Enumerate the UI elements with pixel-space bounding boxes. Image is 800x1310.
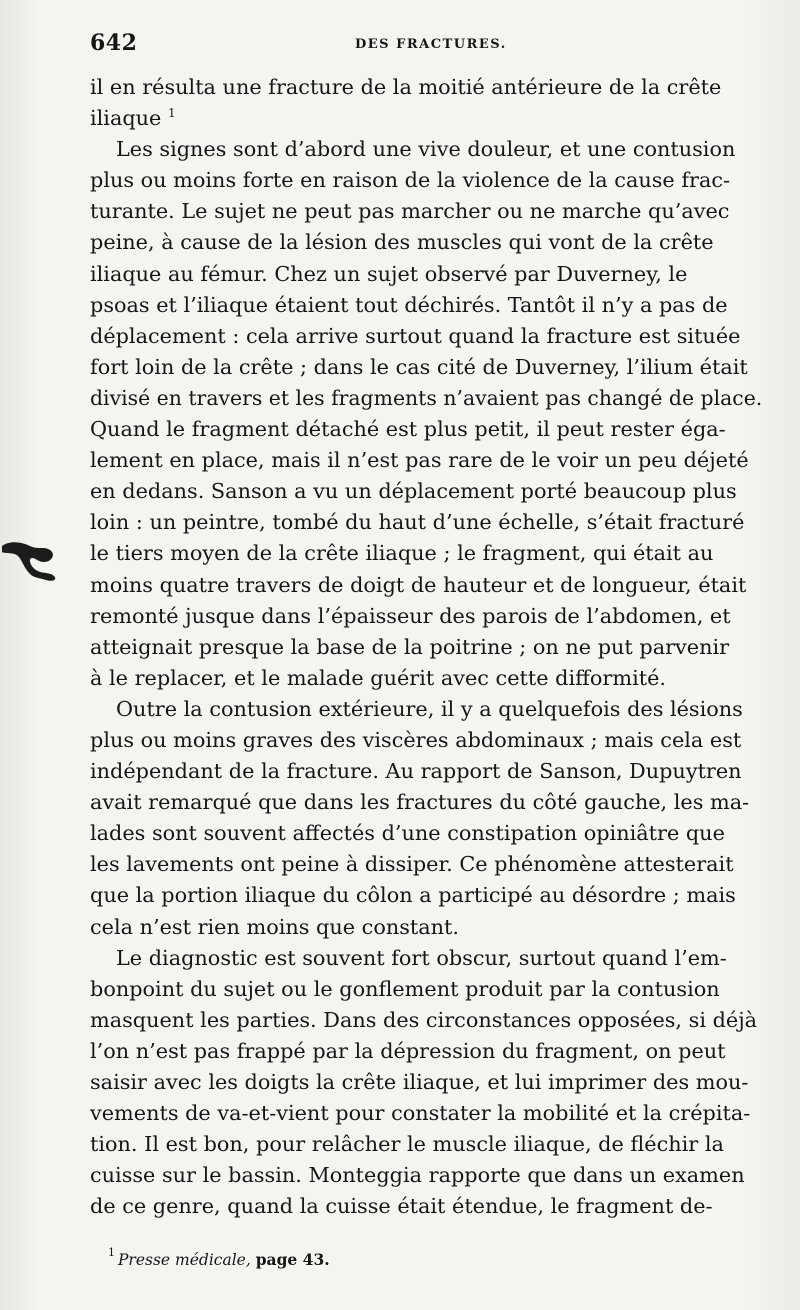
text-line — [90, 538, 762, 569]
text-line-content: iliaque au fémur. Chez un sujet observé par Duverney, le — [90, 261, 688, 286]
text-line — [90, 880, 762, 911]
text-line — [90, 725, 762, 756]
text-line-content: Le diagnostic est souvent fort obscur, surtout quand l’em- — [116, 945, 727, 970]
text-line — [90, 290, 762, 321]
text-line — [90, 445, 762, 476]
text-line — [90, 1036, 762, 1067]
text-line — [90, 1160, 762, 1191]
text-line — [90, 632, 762, 663]
text-line — [90, 912, 762, 943]
text-line-content: lades sont souvent affectés d’une constipation opiniâtre que — [90, 821, 725, 846]
text-line-content: avait remarqué que dans les fractures du côté gauche, les ma- — [90, 790, 750, 815]
text-line — [90, 134, 762, 165]
text-line-content: les lavements ont peine à dissiper. Ce phénomène attesterait — [90, 852, 734, 877]
text-line — [90, 476, 762, 507]
footnote — [108, 1246, 330, 1269]
text-line-content: plus ou moins forte en raison de la violence de la cause frac- — [90, 168, 731, 193]
text-line-content: en dedans. Sanson a vu un déplacement porté beaucoup plus — [90, 479, 737, 504]
text-line-content: divisé en travers et les fragments n’avaient pas changé de place. — [90, 385, 763, 410]
text-line-content: atteignait presque la base de la poitrine ; on ne put parvenir — [90, 634, 730, 659]
ink-stain-mark — [0, 532, 64, 582]
text-line — [90, 974, 762, 1005]
text-line-content: turante. Le sujet ne peut pas marcher ou ne marche qu’avec — [90, 199, 730, 224]
text-line — [90, 1191, 762, 1222]
text-line — [90, 1129, 762, 1160]
text-line-content: remonté jusque dans l’épaisseur des parois de l’abdomen, et — [90, 603, 731, 628]
text-line — [90, 787, 762, 818]
text-line — [90, 1098, 762, 1129]
page-number: 642 — [90, 30, 138, 56]
text-line-content: moins quatre travers de doigt de hauteur et de longueur, était — [90, 572, 747, 597]
text-line — [90, 507, 762, 538]
text-line-content: déplacement : cela arrive surtout quand la fracture est située — [90, 323, 741, 348]
text-line — [90, 414, 762, 445]
text-line — [90, 259, 762, 290]
text-line — [90, 818, 762, 849]
text-line-content: saisir avec les doigts la crête iliaque, et lui imprimer des mou- — [90, 1070, 749, 1094]
text-line — [90, 1005, 762, 1036]
text-line-content: tion. Il est bon, pour relâcher le muscle iliaque, de fléchir la — [90, 1132, 724, 1157]
text-line — [90, 196, 762, 227]
text-line — [90, 352, 762, 383]
footnote-reference: 1 — [168, 106, 176, 121]
text-line — [90, 756, 762, 787]
text-line-content: Les signes sont d’abord une vive douleur, et une contusion — [116, 137, 736, 162]
text-line-content: iliaque — [90, 106, 162, 131]
text-line-content: loin : un peintre, tombé du haut d’une échelle, s’était fracturé — [90, 510, 745, 535]
text-line-content: bonpoint du sujet ou le gonflement produit par la contusion — [90, 976, 720, 1001]
running-head: DES FRACTURES. — [355, 37, 507, 52]
text-line — [90, 383, 763, 414]
footnote-page: page 43. — [255, 1250, 330, 1269]
text-line — [90, 227, 762, 258]
text-line — [90, 72, 762, 103]
text-line-content: psoas et l’iliaque étaient tout déchirés. Tantôt il n’y a pas de — [90, 292, 728, 317]
footnote-mark: 1 — [108, 1246, 115, 1259]
text-line-content: cuisse sur le bassin. Monteggia rapporte que dans un examen — [90, 1163, 745, 1188]
text-line-content: l’on n’est pas frappé par la dépression du fragment, on peut — [90, 1038, 726, 1063]
text-line-content: lement en place, mais il n’est pas rare de le voir un peu déjeté — [90, 448, 749, 473]
text-line — [90, 849, 762, 880]
text-line-content: le tiers moyen de la crête iliaque ; le fragment, qui était au — [90, 541, 714, 566]
text-line-content: Outre la contusion extérieure, il y a quelquefois des lésions — [116, 696, 743, 721]
text-line-content: peine, à cause de la lésion des muscles qui vont de la crête — [90, 230, 714, 255]
text-line — [90, 694, 762, 725]
text-line-content: de ce genre, quand la cuisse était étendue, le fragment de- — [90, 1194, 713, 1219]
text-line — [90, 663, 762, 694]
text-line-content: fort loin de la crête ; dans le cas cité de Duverney, l’ilium était — [90, 354, 748, 379]
text-line-content: Quand le fragment détaché est plus petit, il peut rester éga- — [90, 417, 726, 442]
text-line — [90, 165, 762, 196]
text-line — [90, 103, 762, 134]
text-line-content: vements de va-et-vient pour constater la mobilité et la crépita- — [90, 1101, 751, 1126]
text-line — [90, 321, 762, 352]
text-line — [90, 570, 762, 601]
text-line-content: indépendant de la fracture. Au rapport de Sanson, Dupuytren — [90, 759, 742, 784]
text-line — [90, 601, 762, 632]
text-line-content: masquent les parties. Dans des circonstances opposées, si déjà — [90, 1007, 758, 1032]
text-line-content: que la portion iliaque du côlon a participé au désordre ; mais — [90, 883, 736, 908]
text-line-content: à le replacer, et le malade guérit avec cette difformité. — [90, 665, 666, 690]
text-line — [90, 1067, 762, 1098]
text-line-content: plus ou moins graves des viscères abdominaux ; mais cela est — [90, 727, 742, 752]
page-header — [90, 30, 760, 58]
body-text — [90, 72, 762, 1222]
text-line — [90, 943, 762, 974]
text-line-content: cela n’est rien moins que constant. — [90, 914, 460, 939]
text-line-content: il en résulta une fracture de la moitié antérieure de la crête — [90, 75, 722, 99]
footnote-source: Presse médicale, — [118, 1251, 251, 1269]
